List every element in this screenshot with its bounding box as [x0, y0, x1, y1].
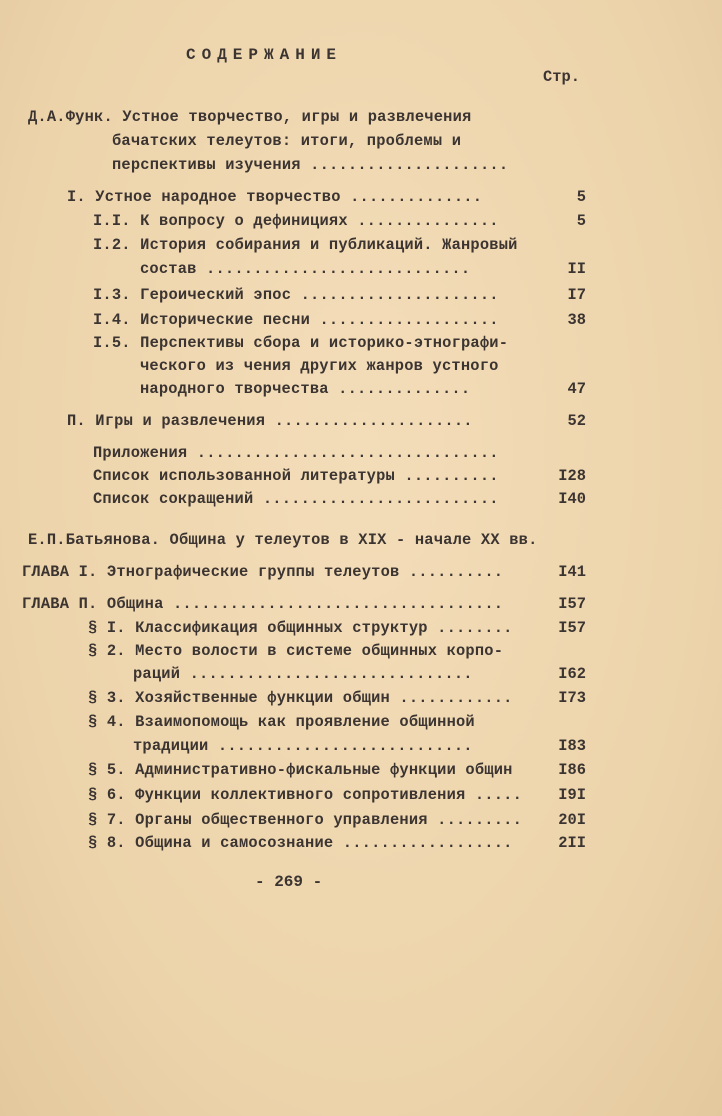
toc-entry-text: состав ............................ [140, 260, 471, 278]
toc-entry-text: бачатских телеутов: итоги, проблемы и [112, 132, 462, 150]
toc-entry-text: § 8. Община и самосознание .................. [88, 834, 513, 852]
toc-entry-text: I. Устное народное творчество .............. [67, 188, 483, 206]
toc-entry-page: I57 [558, 619, 586, 637]
page-number: - 269 - [255, 873, 323, 891]
toc-entry-text: раций .............................. [133, 665, 473, 683]
page-title: СОДЕРЖАНИЕ [186, 46, 343, 64]
toc-entry-text: Е.П.Батьянова. Община у телеутов в XIX - начале XX вв. [28, 531, 538, 549]
toc-entry-text: Список сокращений ......................... [93, 490, 499, 508]
toc-entry-text: Список использованной литературы .......... [93, 467, 499, 485]
toc-entry-page: 38 [567, 311, 586, 329]
toc-entry-page: I83 [558, 737, 586, 755]
toc-entry-page: I9I [558, 786, 586, 804]
toc-entry-text: § 3. Хозяйственные функции общин ............ [88, 689, 513, 707]
page-column-label: Стр. [543, 68, 580, 86]
toc-entry-text: ГЛАВА I. Этнографические группы телеутов .......... [22, 563, 504, 581]
toc-entry-page: 20I [558, 811, 586, 829]
toc-entry-page: 5 [576, 188, 586, 206]
toc-entry-page: II [567, 260, 586, 278]
toc-entry-text: П. Игры и развлечения ..................... [67, 412, 473, 430]
toc-entry-text: § 4. Взаимопомощь как проявление общинной [88, 713, 475, 731]
toc-entry-text: народного творчества .............. [140, 380, 471, 398]
toc-entry-page: 2II [558, 834, 586, 852]
toc-entry-text: § 5. Административно-фискальные функции общин [88, 761, 513, 779]
toc-entry-text: Приложения ................................ [93, 444, 499, 462]
toc-entry-page: I86 [558, 761, 586, 779]
toc-entry-text: I.5. Перспективы сбора и историко-этнографи- [93, 334, 509, 352]
toc-entry-page: 5 [576, 212, 586, 230]
toc-entry-text: Д.А.Функ. Устное творчество, игры и развлечения [28, 108, 472, 126]
toc-entry-text: традиции ........................... [133, 737, 473, 755]
toc-entry-page: I7 [567, 286, 586, 304]
toc-entry-text: перспективы изучения ..................... [112, 156, 509, 174]
toc-entry-text: § 2. Место волости в системе общинных корпо- [88, 642, 504, 660]
toc-entry-page: 47 [567, 380, 586, 398]
toc-entry-page: I41 [558, 563, 586, 581]
toc-entry-text: § 6. Функции коллективного сопротивления ..... [88, 786, 523, 804]
toc-entry-page: I73 [558, 689, 586, 707]
toc-entry-page: I28 [558, 467, 586, 485]
toc-entry-page: I40 [558, 490, 586, 508]
toc-entry-page: 52 [567, 412, 586, 430]
toc-entry-page: I57 [558, 595, 586, 613]
toc-entry-text: ческого из чения других жанров устного [140, 357, 499, 375]
toc-entry-text: I.3. Героический эпос ..................... [93, 286, 499, 304]
toc-entry-text: I.4. Исторические песни ................... [93, 311, 499, 329]
toc-entry-text: I.2. История собирания и публикаций. Жанровый [93, 236, 518, 254]
toc-entry-text: § 7. Органы общественного управления ......... [88, 811, 523, 829]
toc-entry-text: ГЛАВА П. Община ................................... [22, 595, 504, 613]
toc-entry-text: I.I. К вопросу о дефинициях ............... [93, 212, 499, 230]
toc-entry-page: I62 [558, 665, 586, 683]
toc-entry-text: § I. Классификация общинных структур ........ [88, 619, 513, 637]
